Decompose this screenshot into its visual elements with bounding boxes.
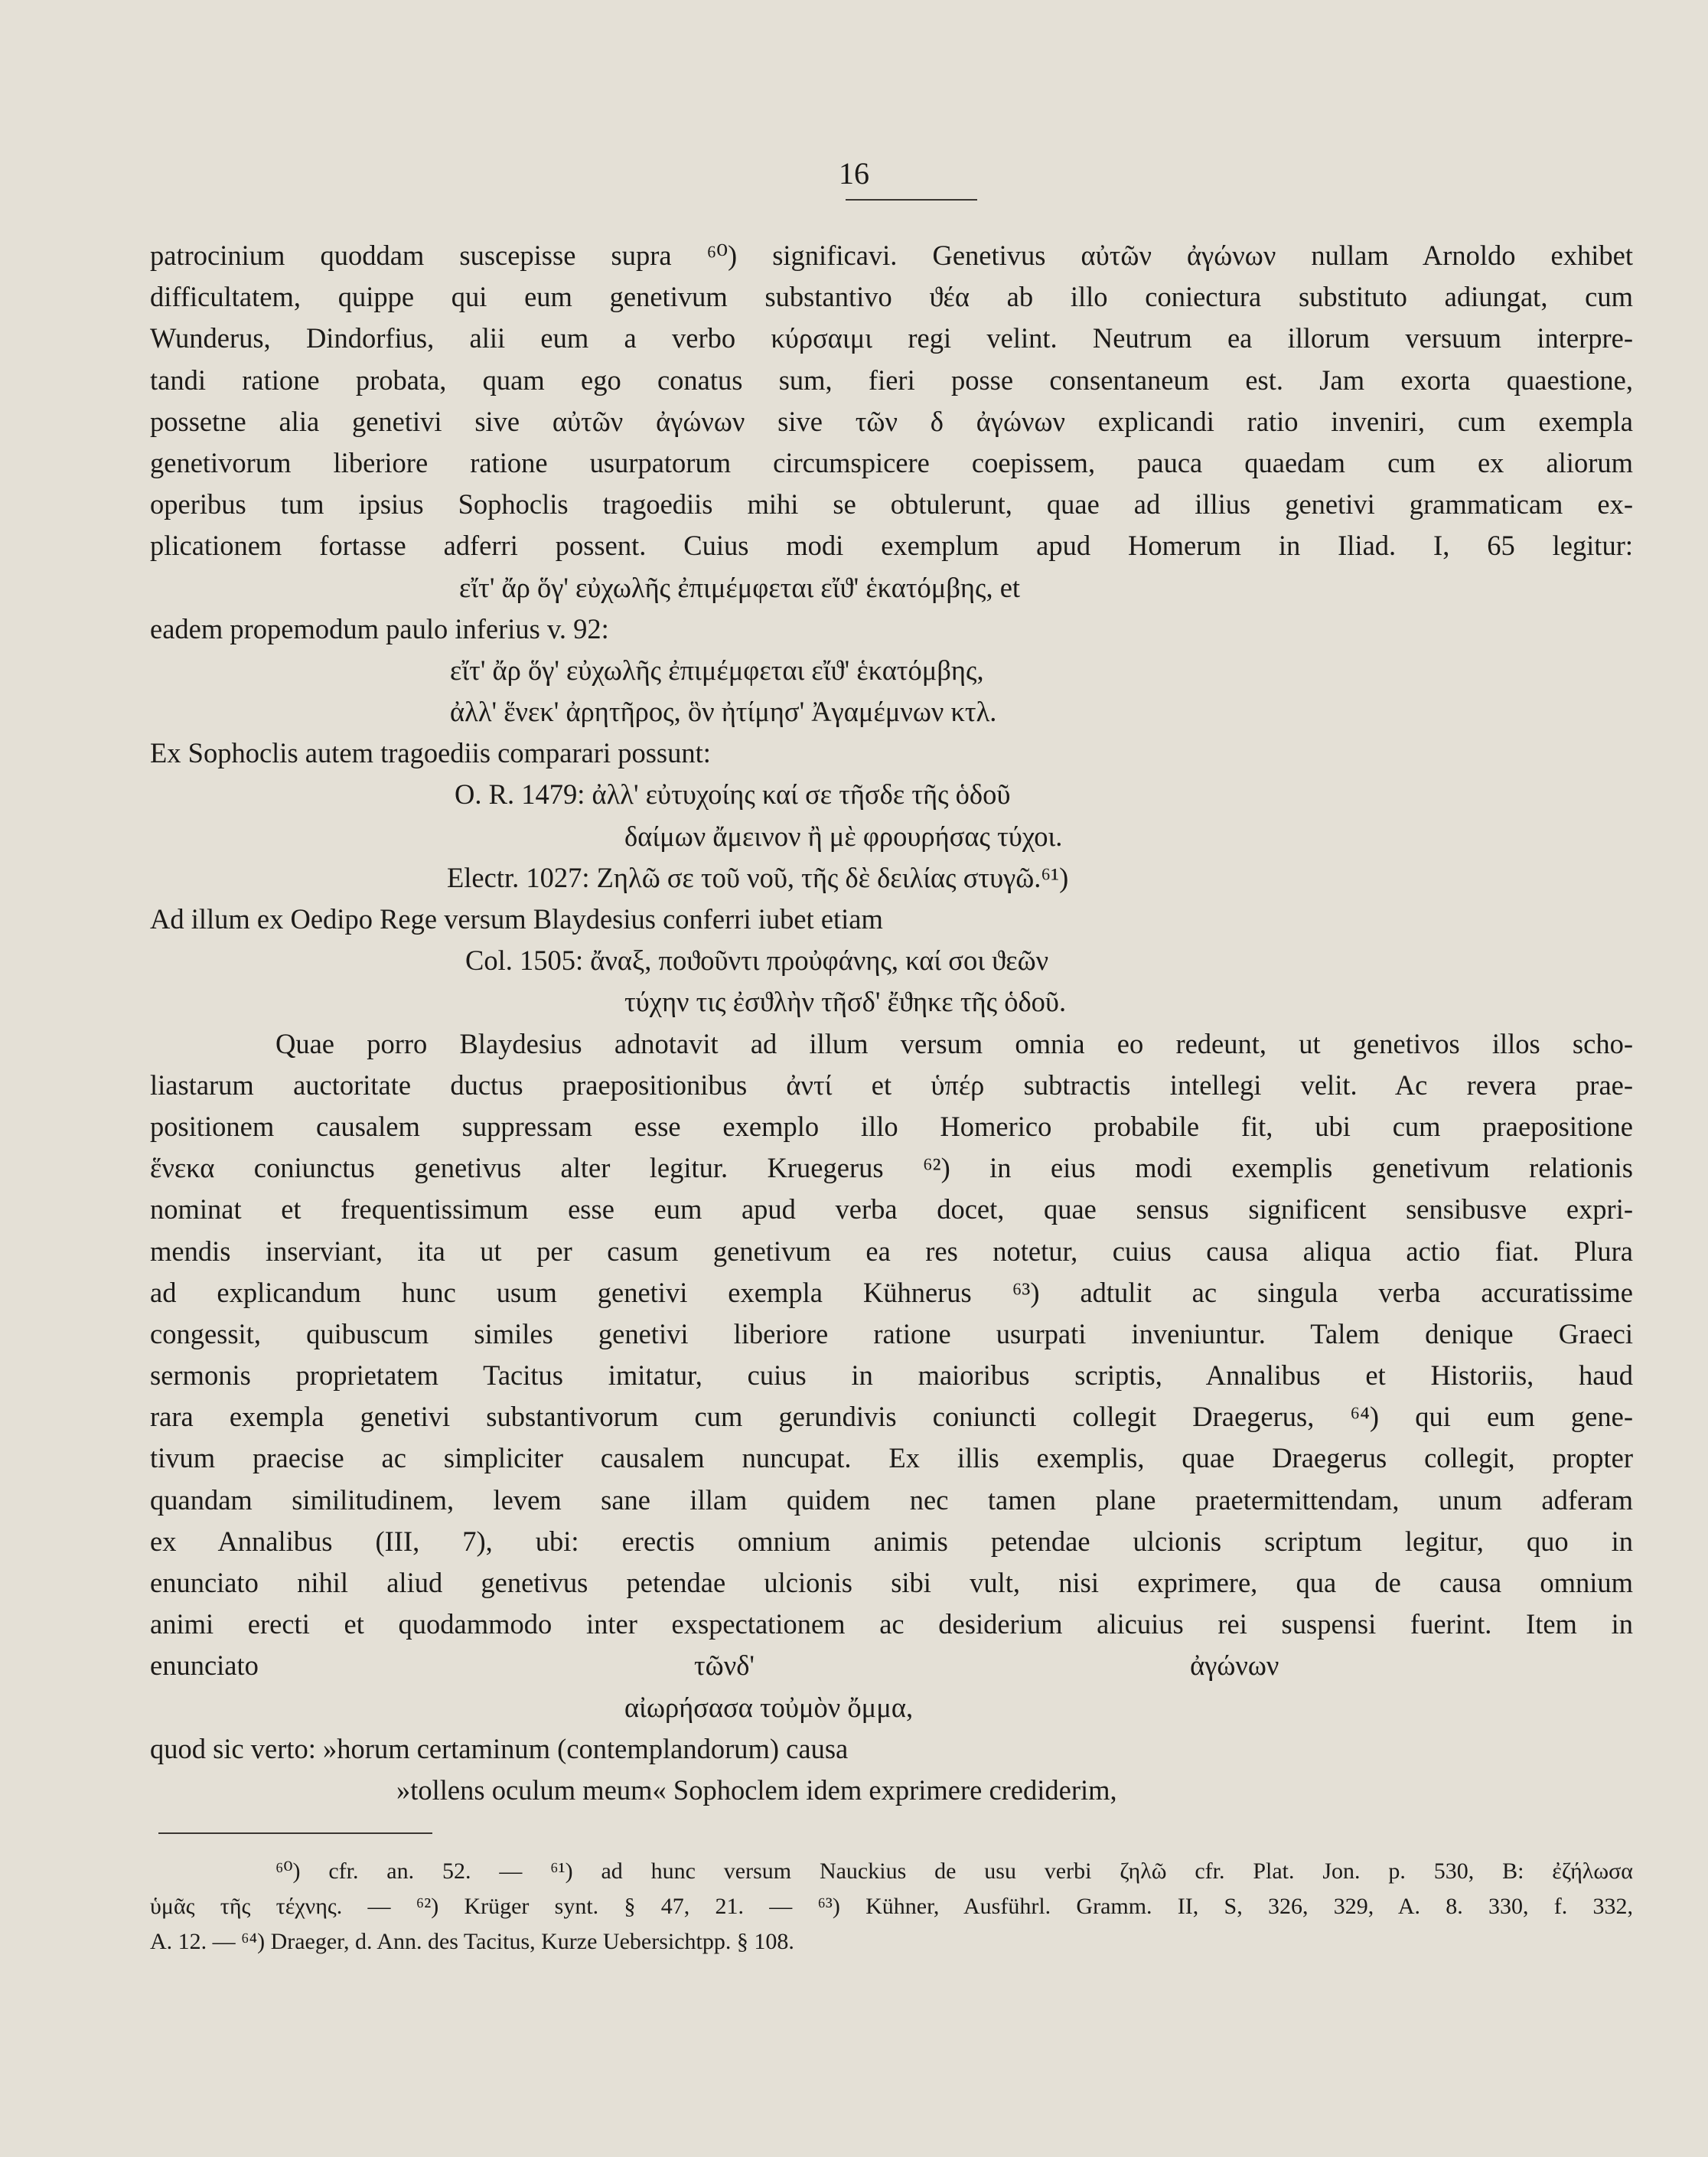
text-line: congessit, quibuscum similes genetivi liberiore ratione usurpati inveniuntur. Talem denique Graeci xyxy=(150,1317,1633,1349)
footnotes xyxy=(150,1854,1633,1960)
text-line: possetne alia genetivi sive αὐτῶν ἀγώνων sive τῶν δ ἀγώνων explicandi ratio inveniri, cum exempla xyxy=(150,405,1633,437)
text-line: animi erecti et quodammodo inter exspectationem ac desiderium alicuius rei suspensi fuerint. Item in xyxy=(150,1608,1633,1640)
body-text xyxy=(150,235,1633,1811)
greek-quote-line: αἰωρήσασα τοὐμὸν ὄμμα, xyxy=(624,1691,914,1723)
footnote-rule xyxy=(158,1832,432,1834)
footnote-line: ὑμᾶς τῆς τέχνης. — ⁶²) Krüger synt. § 47, 21. — ⁶³) Kühner, Ausführl. Gramm. II, S, 326, 329, A. 8. 330, f. 332, xyxy=(150,1894,1633,1919)
text-line: mendis inserviant, ita ut per casum genetivum ea res notetur, cuius causa aliqua actio fiat. Plura xyxy=(150,1235,1633,1267)
text-line: nominat et frequentissimum esse eum apud verba docet, quae sensus significent sensibusve expri- xyxy=(150,1193,1633,1225)
text-line: sermonis proprietatem Tacitus imitatur, cuius in maioribus scriptis, Annalibus et Historiis, haud xyxy=(150,1359,1633,1392)
text-line: genetivorum liberiore ratione usurpatorum circumspicere coepissem, pauca quaedam cum ex aliorum xyxy=(150,446,1633,478)
greek-quote-line: εἴτ' ἄρ ὅγ' εὐχωλῆς ἐπιμέμφεται εἴϑ' ἑκατόμβης, xyxy=(450,654,984,686)
greek-quote-line: δαίμων ἄμεινον ἢ μὲ φρουρήσας τύχοι. xyxy=(624,820,1063,852)
text-line: Ex Sophoclis autem tragoediis comparari possunt: xyxy=(150,737,711,769)
text-line: patrocinium quoddam suscepisse supra ⁶⁰) significavi. Genetivus αὐτῶν ἀγώνων nullam Arnoldo exhibet xyxy=(150,240,1633,271)
text-line: enunciato nihil aliud genetivus petendae ulcionis sibi vult, nisi exprimere, qua de causa omnium xyxy=(150,1567,1633,1598)
text-line: ad explicandum hunc usum genetivi exempla Kühnerus ⁶³) adtulit ac singula verba accuratissime xyxy=(150,1276,1633,1308)
footnote-line: ⁶⁰) cfr. an. 52. — ⁶¹) ad hunc versum Nauckius de usu verbi ζηλῶ cfr. Plat. Jon. p. 530, B: ἐζήλωσα xyxy=(275,1858,1633,1884)
text-line: Ad illum ex Oedipo Rege versum Blaydesius conferri iubet etiam xyxy=(150,903,883,935)
citation-line: O. R. 1479: ἀλλ' εὐτυχοίης καί σε τῆσδε τῆς ὁδοῦ xyxy=(455,778,1011,811)
text-line: operibus tum ipsius Sophoclis tragoediis mihi se obtulerunt, quae ad illius genetivi grammaticam ex- xyxy=(150,488,1633,520)
greek-quote-line: ἀλλ' ἕνεκ' ἀρητῆρος, ὃν ἠτίμησ' Ἀγαμέμνων κτλ. xyxy=(450,696,997,728)
greek-quote-line: τύχην τις ἐσϑλὴν τῆσδ' ἔϑηκε τῆς ὁδοῦ. xyxy=(624,986,1067,1018)
text-line: rara exempla genetivi substantivorum cum gerundivis coniuncti collegit Draegerus, ⁶⁴) qui eum gene- xyxy=(150,1401,1633,1433)
text-line: »tollens oculum meum« Sophoclem idem exprimere crediderim, xyxy=(396,1774,1117,1806)
text-line: ἕνεκα coniunctus genetivus alter legitur. Kruegerus ⁶²) in eius modi exemplis genetivum relationis xyxy=(150,1152,1633,1184)
greek-quote-line: εἴτ' ἄρ ὅγ' εὐχωλῆς ἐπιμέμφεται εἴϑ' ἑκατόμβης, et xyxy=(459,571,1021,603)
text-line: difficultatem, quippe qui eum genetivum substantivo ϑέα ab illo coniectura substituto adiungat, cum xyxy=(150,281,1633,313)
text-line: positionem causalem suppressam esse exemplo illo Homerico probabile fit, ubi cum praepositione xyxy=(150,1110,1633,1142)
text-line: ex Annalibus (III, 7), ubi: erectis omnium animis petendae ulcionis scriptum legitur, quo in xyxy=(150,1525,1633,1557)
text-line: liastarum auctoritate ductus praepositionibus ἀντί et ὑπέρ subtractis intellegi velit. Ac revera prae- xyxy=(150,1069,1633,1101)
text-line: tandi ratione probata, quam ego conatus sum, fieri posse consentaneum est. Jam exorta quaestione, xyxy=(150,364,1633,396)
text-line: quod sic verto: »horum certaminum (contemplandorum) causa xyxy=(150,1732,849,1764)
text-line: Quae porro Blaydesius adnotavit ad illum versum omnia eo redeunt, ut genetivos illos scho- xyxy=(275,1027,1633,1059)
citation-line: Col. 1505: ἄναξ, ποϑοῦντι προὐφάνης, καί σοι ϑεῶν xyxy=(465,945,1049,977)
footnote-line: A. 12. — ⁶⁴) Draeger, d. Ann. des Tacitus, Kurze Uebersichtpp. § 108. xyxy=(150,1929,794,1954)
text-line: tivum praecise ac simpliciter causalem nuncupat. Ex illis exemplis, quae Draegerus collegit, propter xyxy=(150,1442,1633,1474)
citation-line: Electr. 1027: Ζηλῶ σε τοῦ νοῦ, τῆς δὲ δειλίας στυγῶ.⁶¹) xyxy=(447,861,1069,893)
page-number: 16 xyxy=(839,156,869,191)
text-line: eadem propemodum paulo inferius v. 92: xyxy=(150,612,609,644)
text-line: plicationem fortasse adferri possent. Cuius modi exemplum apud Homerum in Iliad. I, 65 legitur: xyxy=(150,530,1633,562)
text-line: Wunderus, Dindorfius, alii eum a verbo κύρσαιμι regi velint. Neutrum ea illorum versuum interpre- xyxy=(150,322,1633,354)
text-line: quandam similitudinem, levem sane illam quidem nec tamen plane praetermittendam, unum adferam xyxy=(150,1483,1633,1516)
header-rule xyxy=(846,199,977,201)
text-line: enunciato τῶνδ' ἀγώνων xyxy=(150,1650,1279,1682)
